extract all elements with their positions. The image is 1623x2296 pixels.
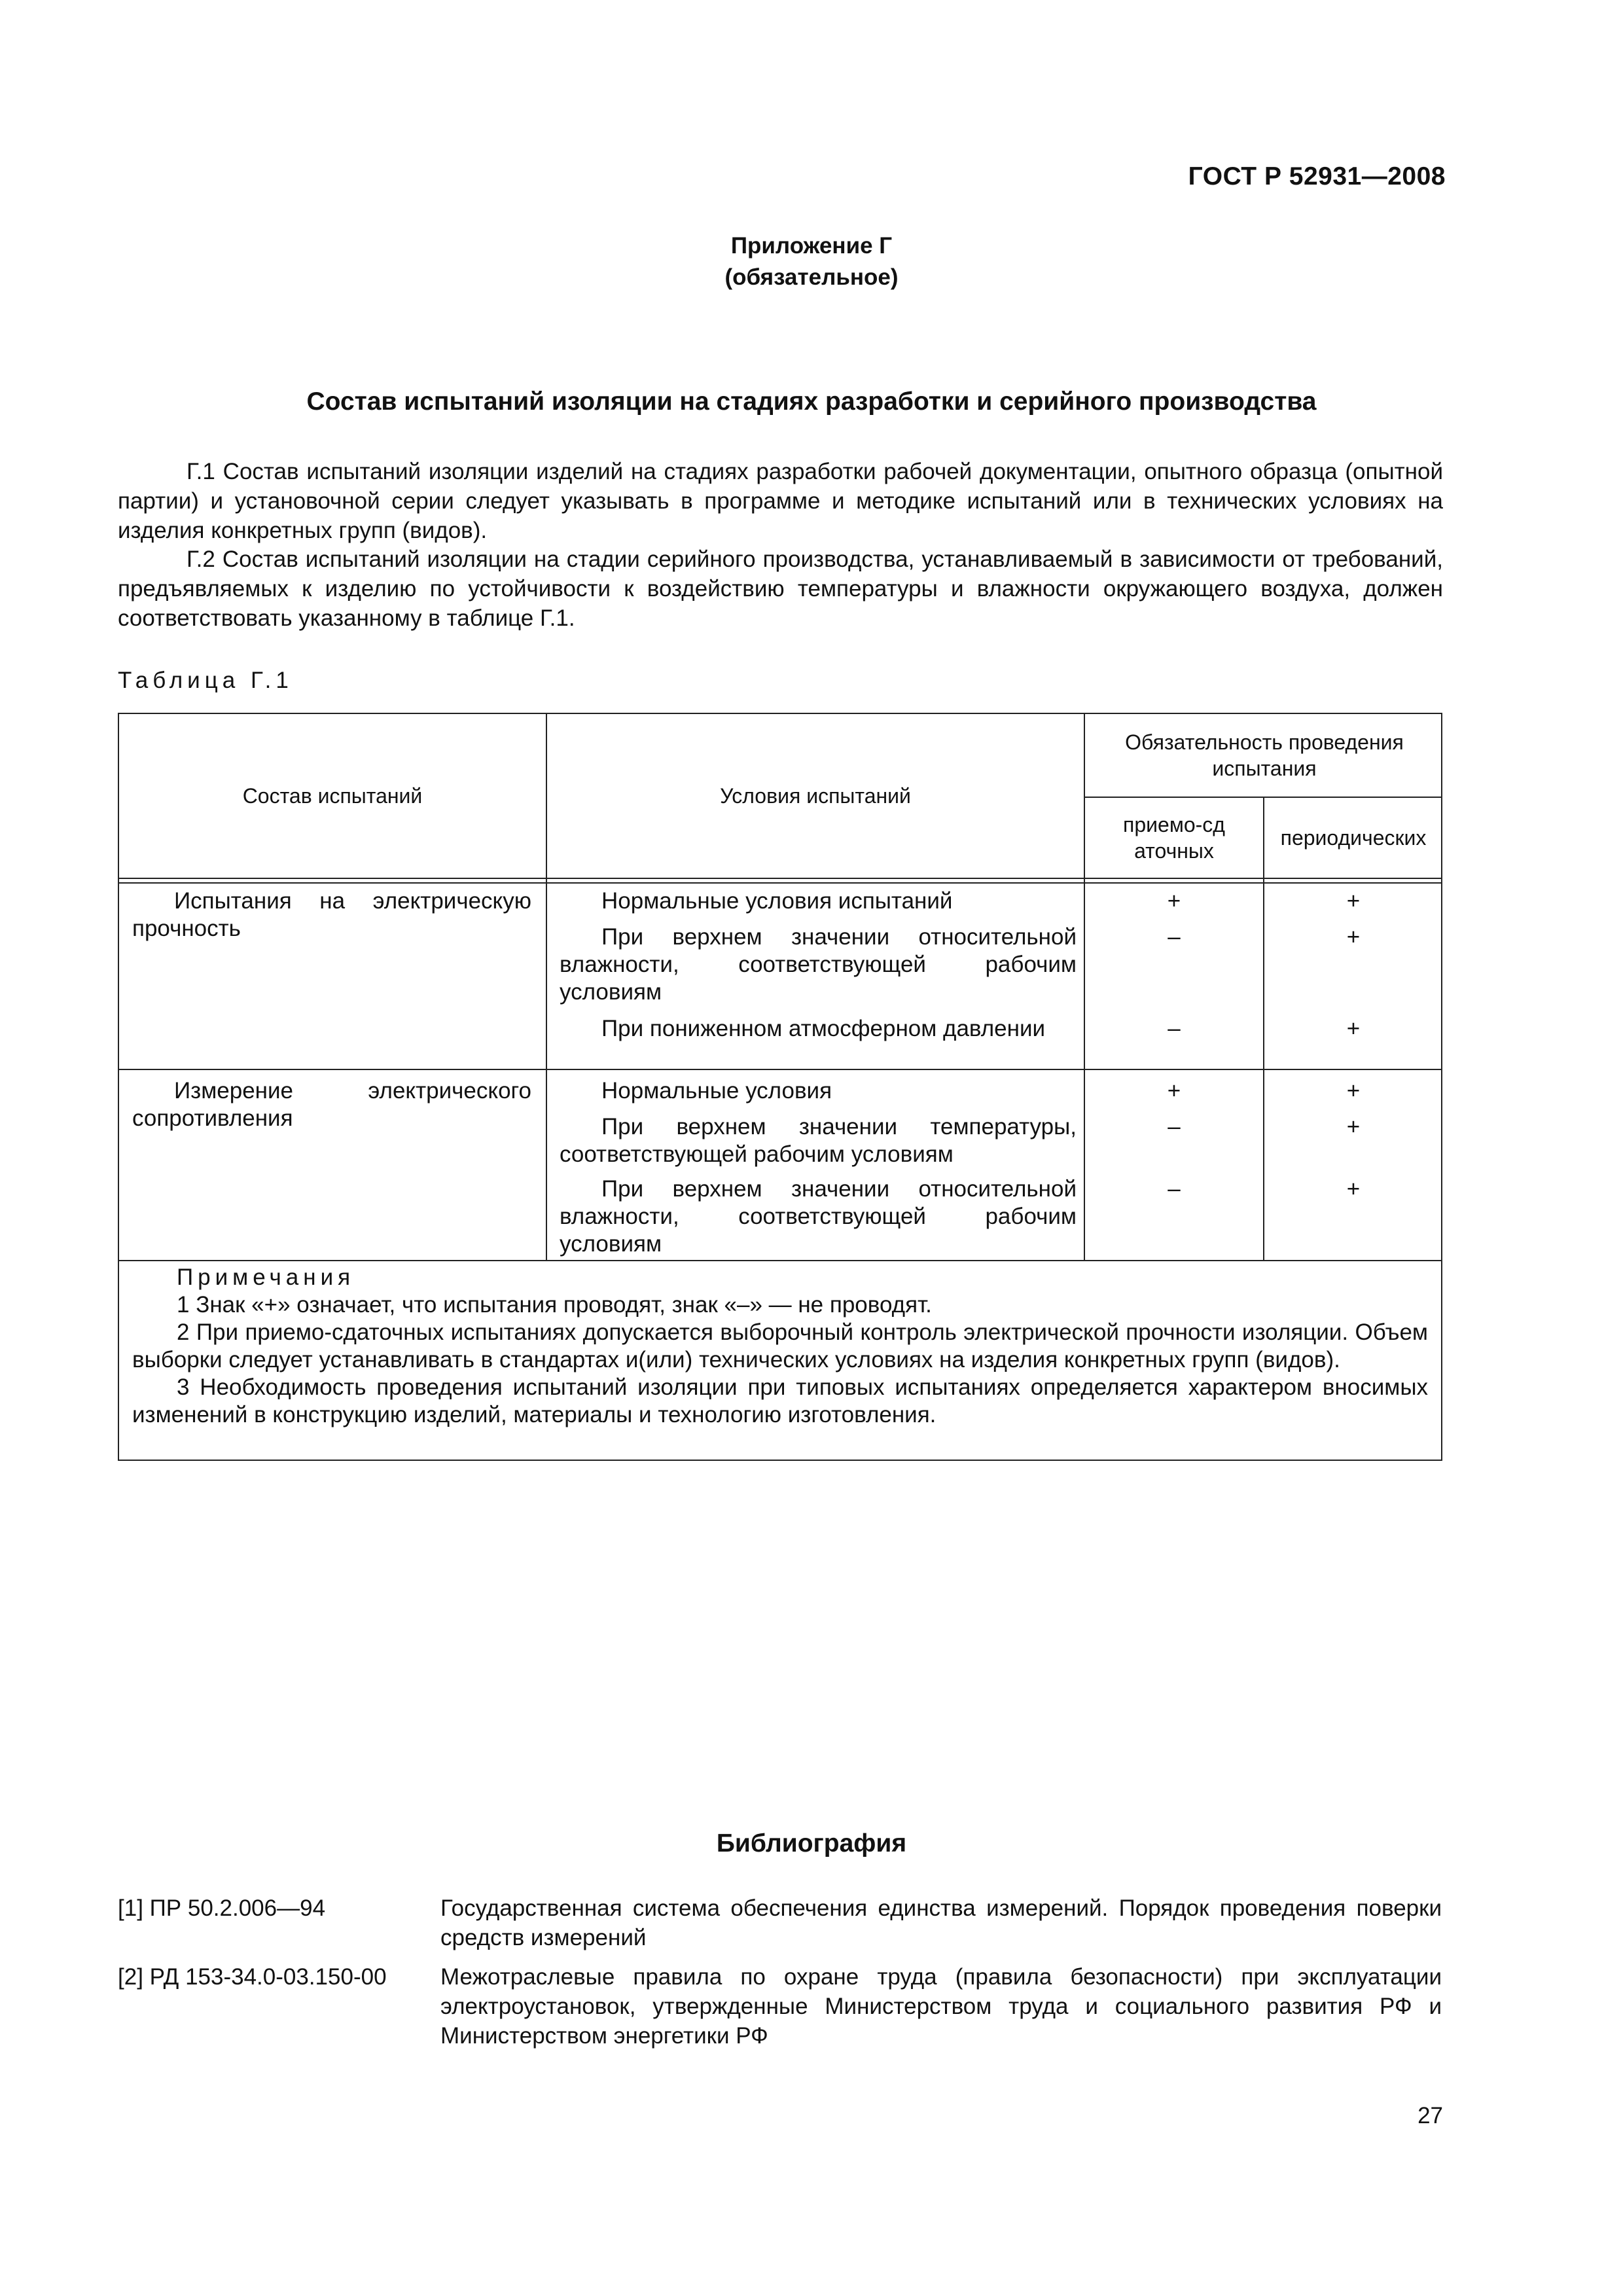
mark-acceptance: +: [1167, 888, 1181, 914]
condition-text: Нормальные условия испытаний: [601, 888, 953, 914]
table-notes: [132, 1264, 1428, 1429]
table-divider: [119, 882, 1441, 884]
header-acceptance-text: приемо-сдаточных: [1123, 813, 1225, 863]
header-periodic: периодических: [1280, 826, 1427, 850]
condition-text: При верхнем значении температуры, соответствующей рабочим условиям: [560, 1114, 1077, 1167]
table-divider: [119, 1069, 1441, 1070]
condition-row: [560, 1077, 1077, 1105]
mark-acceptance: –: [1168, 924, 1181, 950]
note-item: [132, 1319, 1428, 1374]
section-title: Состав испытаний изоляции на стадиях разработки и серийного производства: [306, 387, 1317, 416]
appendix-heading: [0, 230, 1623, 293]
paragraph-g2: [118, 545, 1443, 633]
table-caption: Таблица Г.1: [118, 668, 293, 693]
appendix-label: Приложение Г: [730, 233, 893, 259]
mark-acceptance: –: [1168, 1016, 1181, 1041]
note-item: [132, 1374, 1428, 1429]
condition-row: [560, 1175, 1077, 1258]
paragraph-text: Состав испытаний изоляции изделий на стадиях разработки рабочей документации, опытного образца (опытной партии) и установочной серии следует указывать в программе и методике испытаний или в технических условиях на изделия конкретных групп (видов).: [118, 459, 1443, 543]
table-divider: [119, 1260, 1441, 1261]
mark-periodic: +: [1346, 1078, 1361, 1103]
header-conditions: Условия испытаний: [720, 784, 911, 808]
mark-acceptance: –: [1168, 1114, 1181, 1139]
paragraph-number: Г.1: [187, 459, 215, 484]
condition-row: [560, 924, 1077, 1006]
mark-acceptance: –: [1168, 1176, 1181, 1202]
mark-periodic: +: [1346, 1176, 1361, 1202]
bibliography-title: Библиография: [716, 1829, 907, 1857]
paragraph-g1: [118, 457, 1443, 545]
mark-acceptance: +: [1167, 1078, 1181, 1103]
composition-line: Измерение электрического сопротивления: [132, 1078, 531, 1131]
bibliography-ref: [1] ПР 50.2.006—94: [118, 1895, 326, 1921]
header-composition: Состав испытаний: [242, 784, 423, 808]
condition-text: При верхнем значении относительной влажности, соответствующей рабочим условиям: [560, 924, 1077, 1005]
table-divider: [119, 878, 1441, 879]
note-text: 2 При приемо-сдаточных испытаниях допускается выборочный контроль электрической прочности изоляции. Объем выборки следует устанавливать в стандартах и(или) технических условиях на изделия конкретных групп (видов).: [132, 1319, 1428, 1372]
condition-text: При пониженном атмосферном давлении: [601, 1016, 1046, 1041]
bibliography-text: Государственная система обеспечения единства измерений. Порядок проведения поверки средств измерений: [440, 1895, 1442, 1950]
note-text: 1 Знак «+» означает, что испытания проводят, знак «–» — не проводят.: [177, 1292, 932, 1318]
condition-row: [560, 1113, 1077, 1168]
group-composition: [132, 1077, 531, 1132]
bibliography-text: Межотраслевые правила по охране труда (правила безопасности) при эксплуатации электроустановок, утвержденные Министерством труда и социального развития РФ и Министерством энергетики РФ: [440, 1964, 1442, 2049]
paragraph-number: Г.2: [187, 547, 215, 572]
test-table: [118, 713, 1442, 1461]
mark-periodic: +: [1346, 1114, 1361, 1139]
mark-periodic: +: [1346, 1016, 1361, 1041]
note-text: 3 Необходимость проведения испытаний изоляции при типовых испытаниях определяется характером вносимых изменений в конструкцию изделий, материалы и технологию изготовления.: [132, 1374, 1428, 1427]
condition-text: При верхнем значении относительной влажности, соответствующей рабочим условиям: [560, 1176, 1077, 1257]
bibliography-ref: [2] РД 153-34.0-03.150-00: [118, 1964, 387, 1990]
appendix-status: (обязательное): [724, 264, 899, 290]
condition-row: [560, 888, 1077, 915]
condition-text: Нормальные условия: [601, 1078, 832, 1103]
page-number: 27: [1418, 2103, 1443, 2128]
header-mandatory: Обязательность проведения испытания: [1125, 730, 1404, 780]
header-acceptance: [1085, 798, 1263, 878]
notes-title: Примечания: [177, 1265, 355, 1290]
note-item: [132, 1291, 1428, 1319]
paragraph-text: Состав испытаний изоляции на стадии серийного производства, устанавливаемый в зависимости от требований, предъявляемых к изделию по устойчивости к воздействию температуры и влажности окружающего воздуха, должен соответствовать указанному в таблице Г.1.: [118, 547, 1443, 631]
document-code: ГОСТ Р 52931—2008: [1188, 162, 1446, 190]
mark-periodic: +: [1346, 888, 1361, 914]
condition-row: [560, 1015, 1077, 1043]
composition-line: Испытания на электрическую прочность: [132, 888, 531, 941]
group-composition: [132, 888, 531, 942]
mark-periodic: +: [1346, 924, 1361, 950]
